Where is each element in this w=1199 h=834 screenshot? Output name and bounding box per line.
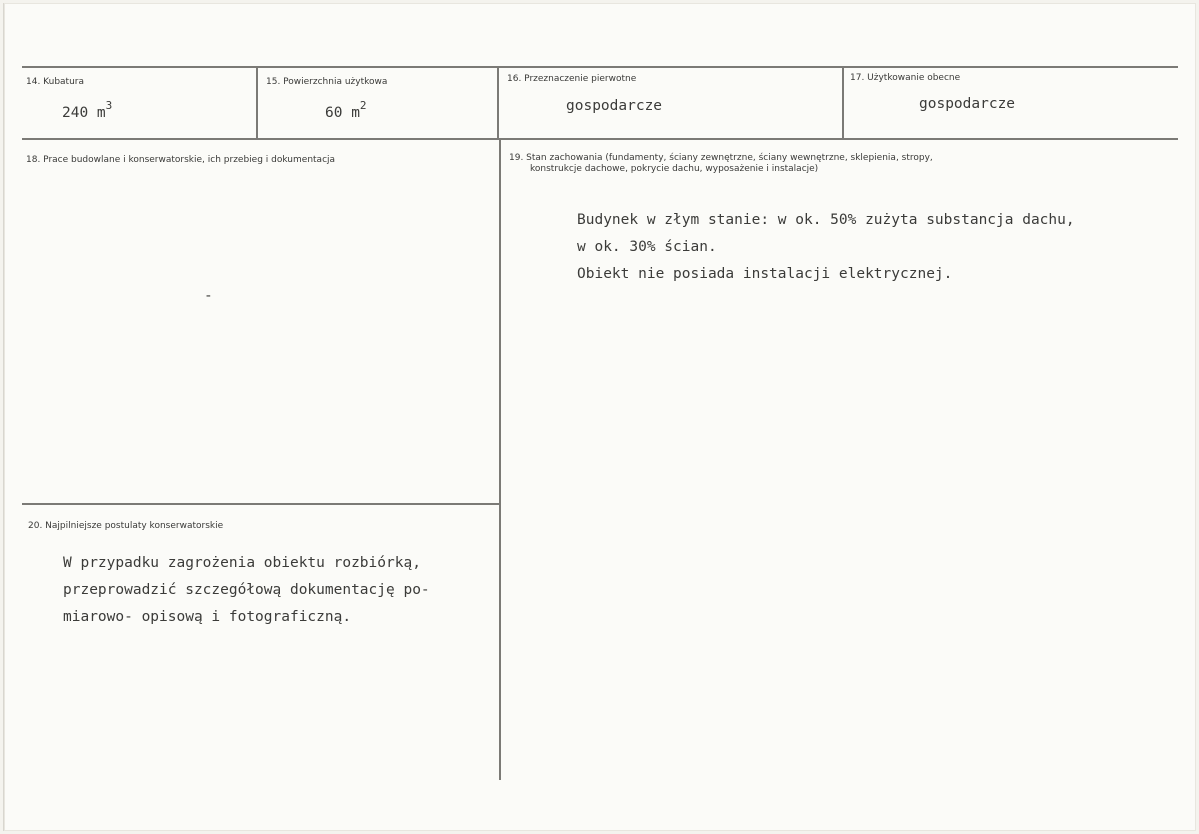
- field-15-label: 15. Powierzchnia użytkowa: [266, 77, 388, 87]
- field-16-label: 16. Przeznaczenie pierwotne: [507, 74, 637, 84]
- inventory-card: [3, 3, 1196, 831]
- field-19-label-line1: 19. Stan zachowania (fundamenty, ściany zewnętrzne, ściany wewnętrzne, sklepienia, stropy,: [509, 153, 933, 163]
- field-17-value: gospodarcze: [919, 96, 1016, 112]
- col-divider-1: [256, 67, 258, 139]
- field-14-number: 240 m: [62, 105, 106, 121]
- field-19-line: Budynek w złym stanie: w ok. 50% zużyta substancja dachu,: [577, 212, 1075, 228]
- field-19-line: Obiekt nie posiada instalacji elektrycznej.: [577, 266, 953, 282]
- field-19-line: w ok. 30% ścian.: [577, 239, 717, 255]
- field-15-exponent: 2: [359, 99, 367, 112]
- col-divider-2: [497, 67, 499, 139]
- main-column-divider: [499, 139, 501, 780]
- field-20-line: miarowo- opisową i fotograficzną.: [63, 609, 352, 625]
- top-rule: [22, 66, 1178, 68]
- field-18-label: 18. Prace budowlane i konserwatorskie, ich przebieg i dokumentacja: [26, 155, 336, 165]
- field-19-label-line2: konstrukcje dachowe, pokrycie dachu, wyposażenie i instalacje): [530, 164, 819, 174]
- row-divider: [22, 138, 1178, 140]
- field-20-line: przeprowadzić szczegółową dokumentację po-: [63, 582, 430, 598]
- field-19-text: [577, 207, 1075, 288]
- field-14-label: 14. Kubatura: [26, 77, 85, 87]
- field-20-line: W przypadku zagrożenia obiektu rozbiórką,: [63, 555, 421, 571]
- field-17-label: 17. Użytkowanie obecne: [850, 73, 961, 83]
- field-18-value: -: [204, 288, 213, 304]
- field-15-value: [325, 99, 367, 121]
- field-14-exponent: 3: [105, 99, 113, 112]
- field-20-label: 20. Najpilniejsze postulaty konserwatorskie: [28, 521, 224, 531]
- field-16-value: gospodarcze: [566, 98, 663, 114]
- section-divider-20: [22, 503, 500, 505]
- field-20-text: [63, 550, 430, 631]
- field-15-number: 60 m: [325, 105, 360, 121]
- col-divider-3: [842, 67, 844, 139]
- field-14-value: [62, 99, 112, 121]
